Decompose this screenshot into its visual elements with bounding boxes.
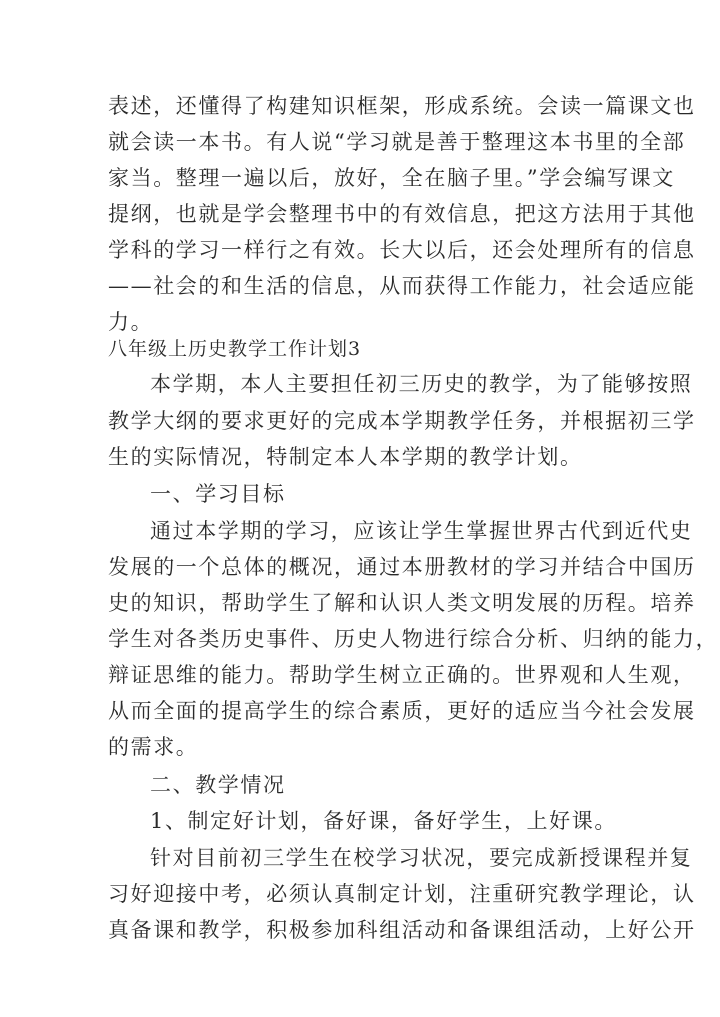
paragraph-line: ——社会的和生活的信息，从而获得工作能力，社会适应能 — [108, 274, 696, 298]
subsection-heading: 1、制定好计划，备好课，备好学生，上好课。 — [150, 809, 617, 833]
paragraph-line: 真备课和教学，积极参加科组活动和备课组活动，上好公开 — [108, 918, 696, 942]
paragraph-line: 辩证思维的能力。帮助学生树立正确的。世界观和人生观， — [108, 663, 696, 687]
paragraph-line: 家当。整理一遍以后，放好，全在脑子里。”学会编写课文 — [108, 166, 675, 190]
paragraph-line: 的需求。 — [108, 735, 199, 759]
paragraph-line: 本学期，本人主要担任初三历史的教学，为了能够按照 — [150, 372, 693, 396]
paragraph-line: 生的实际情况，特制定本人本学期的教学计划。 — [108, 445, 583, 469]
paragraph-line: 力。 — [108, 310, 154, 334]
paragraph-line: 表述，还懂得了构建知识框架，形成系统。会读一篇课文也 — [108, 94, 696, 118]
paragraph-line: 学科的学习一样行之有效。长大以后，还会处理所有的信息 — [108, 238, 696, 262]
paragraph-line: 发展的一个总体的概况，通过本册教材的学习并结合中国历 — [108, 555, 696, 579]
section-title: 八年级上历史教学工作计划3 — [108, 338, 362, 360]
paragraph-line: 就会读一本书。有人说“学习就是善于整理这本书里的全部 — [108, 130, 686, 154]
section-heading: 一、学习目标 — [150, 482, 286, 506]
paragraph-line: 从而全面的提高学生的综合素质，更好的适应当今社会发展 — [108, 699, 696, 723]
paragraph-line: 习好迎接中考，必须认真制定计划，注重研究教学理论，认 — [108, 882, 696, 906]
paragraph-line: 学生对各类历史事件、历史人物进行综合分析、归纳的能力， — [108, 627, 719, 651]
paragraph-line: 史的知识，帮助学生了解和认识人类文明发展的历程。培养 — [108, 591, 696, 615]
paragraph-line: 通过本学期的学习，应该让学生掌握世界古代到近代史 — [150, 519, 693, 543]
section-heading: 二、教学情况 — [150, 773, 286, 797]
paragraph-line: 针对目前初三学生在校学习状况，要完成新授课程并复 — [150, 846, 693, 870]
paragraph-line: 教学大纲的要求更好的完成本学期教学任务，并根据初三学 — [108, 409, 696, 433]
paragraph-line: 提纲，也就是学会整理书中的有效信息，把这方法用于其他 — [108, 202, 696, 226]
